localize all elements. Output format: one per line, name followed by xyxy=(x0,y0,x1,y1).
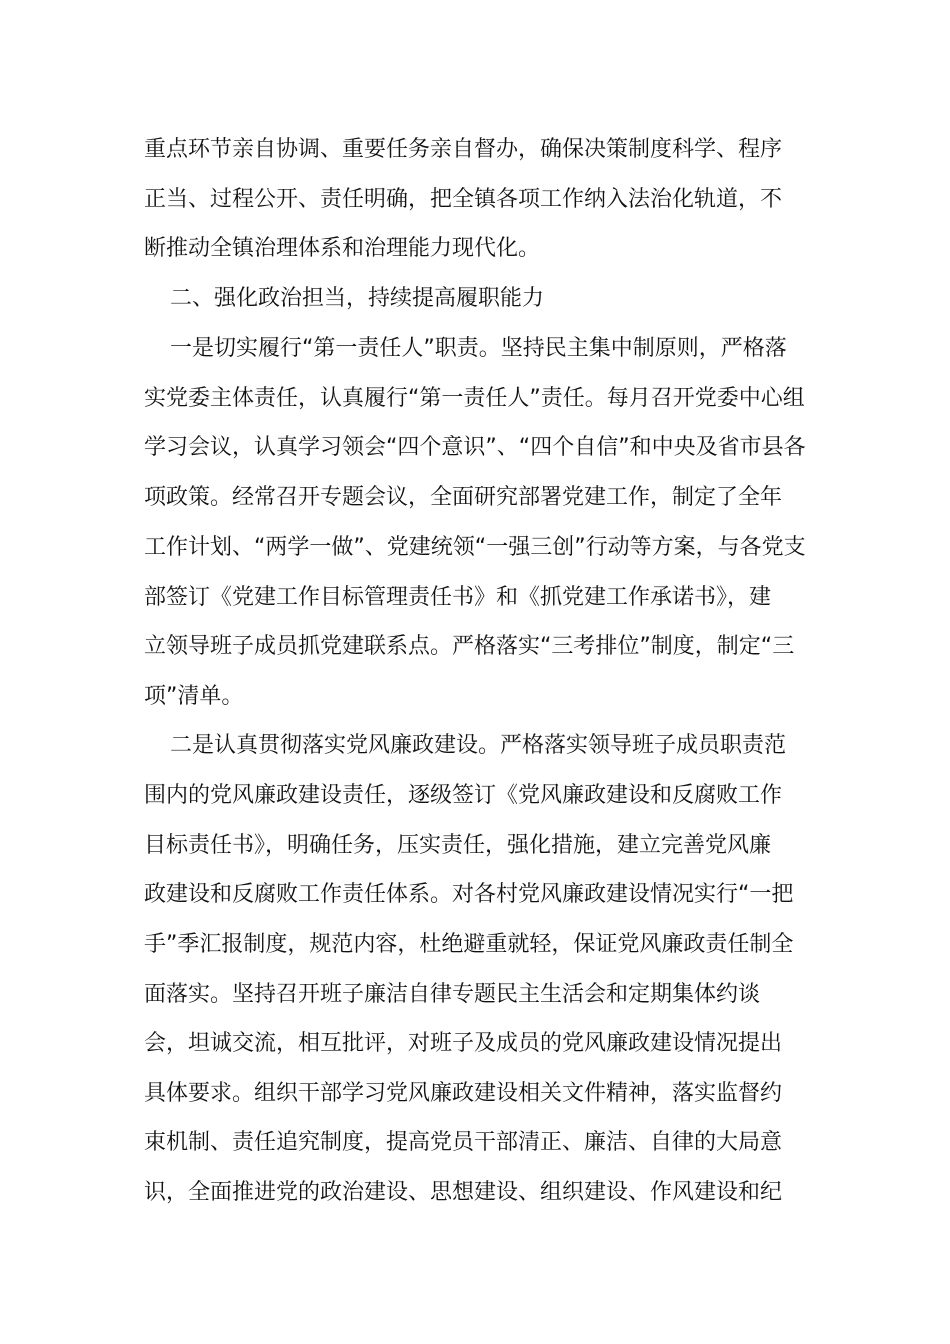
text-line-14: 围内的党风廉政建设责任，逐级签订《党风廉政建设和反腐败工作 xyxy=(144,783,783,808)
text-line-15: 目标责任书》，明确任务，压实责任，强化措施，建立完善党风廉 xyxy=(144,833,772,858)
text-line-21: 束机制、责任追究制度，提高党员干部清正、廉洁、自律的大局意 xyxy=(144,1130,783,1155)
section-heading: 二、强化政治担当，持续提高履职能力 xyxy=(170,286,545,311)
text-line-13: 二是认真贯彻落实党风廉政建设。严格落实领导班子成员职责范 xyxy=(170,733,787,758)
text-line-22: 识，全面推进党的政治建设、思想建设、组织建设、作风建设和纪 xyxy=(144,1180,783,1205)
text-line-10: 部签订《党建工作目标管理责任书》和《抓党建工作承诺书》，建 xyxy=(144,585,772,610)
text-line-20: 具体要求。组织干部学习党风廉政建设相关文件精神，落实监督约 xyxy=(144,1081,783,1106)
text-line-5: 一是切实履行“第一责任人”职责。坚持民主集中制原则，严格落 xyxy=(170,336,787,361)
text-line-8: 项政策。经常召开专题会议，全面研究部署党建工作，制定了全年 xyxy=(144,485,783,510)
text-line-19: 会，坦诚交流，相互批评，对班子及成员的党风廉政建设情况提出 xyxy=(144,1031,783,1056)
text-line-7: 学习会议，认真学习领会“四个意识”、“四个自信”和中央及省市县各 xyxy=(144,435,806,460)
text-line-17: 手”季汇报制度，规范内容，杜绝避重就轻，保证党风廉政责任制全 xyxy=(144,932,794,957)
text-line-12: 项”清单。 xyxy=(144,684,244,709)
text-line-2: 正当、过程公开、责任明确，把全镇各项工作纳入法治化轨道，不 xyxy=(144,187,783,212)
text-line-18: 面落实。坚持召开班子廉洁自律专题民主生活会和定期集体约谈 xyxy=(144,982,761,1007)
text-line-6: 实党委主体责任，认真履行“第一责任人”责任。每月召开党委中心组 xyxy=(144,386,805,411)
text-line-9: 工作计划、“两学一做”、党建统领“一强三创”行动等方案，与各党支 xyxy=(144,535,806,560)
text-line-11: 立领导班子成员抓党建联系点。严格落实“三考排位”制度，制定“三 xyxy=(144,634,795,659)
text-line-1: 重点环节亲自协调、重要任务亲自督办，确保决策制度科学、程序 xyxy=(144,137,783,162)
text-line-3: 断推动全镇治理体系和治理能力现代化。 xyxy=(144,236,541,261)
text-line-16: 政建设和反腐败工作责任体系。对各村党风廉政建设情况实行“一把 xyxy=(144,882,794,907)
